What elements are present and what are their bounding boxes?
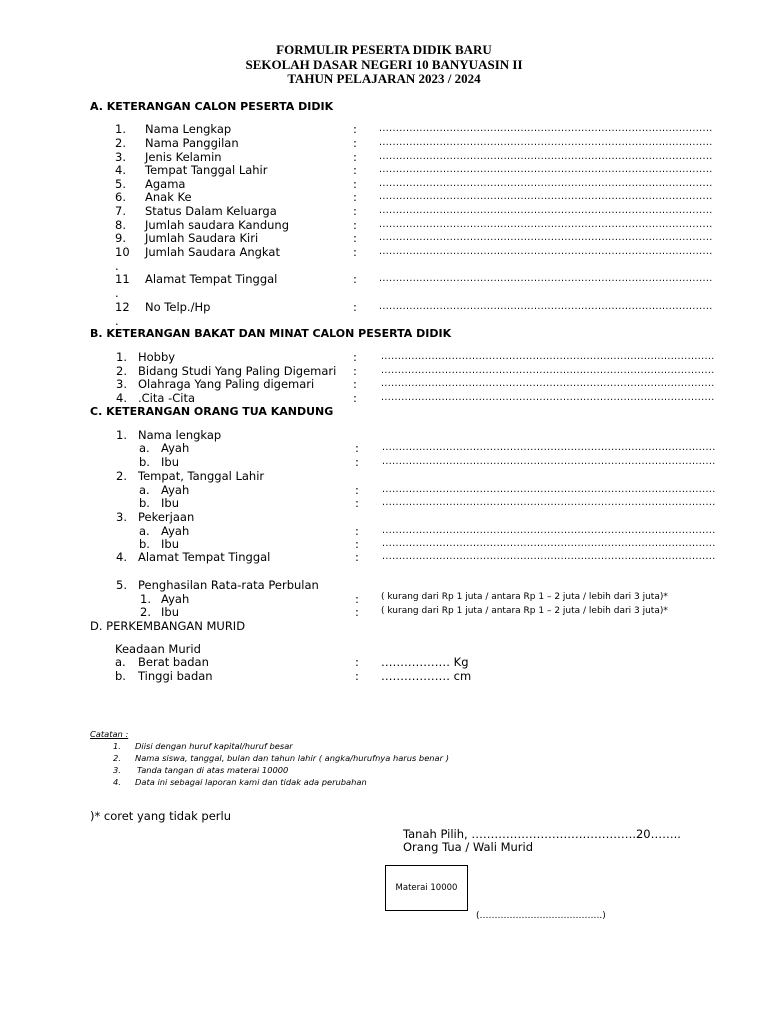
- sub-label-ayah: Ayah: [161, 441, 190, 455]
- item-number: 1.: [116, 428, 127, 442]
- fill-line[interactable]: ...................................................................................................: [382, 551, 716, 562]
- sub-marker: b.: [139, 537, 150, 551]
- sub-label-ibu: Ibu: [161, 455, 179, 469]
- field-label-alamat-orang-tua: Alamat Tempat Tinggal: [138, 550, 271, 564]
- field-label-tempat-tanggal-lahir: Tempat Tanggal Lahir: [145, 163, 268, 177]
- colon: :: [355, 537, 359, 551]
- colon: :: [355, 669, 359, 683]
- note-text: Diisi dengan huruf kapital/huruf besar: [135, 741, 293, 751]
- fill-line[interactable]: ...................................................................................................: [379, 164, 713, 175]
- sub-label-ayah: Ayah: [161, 592, 190, 606]
- signer-role: Orang Tua / Wali Murid: [403, 840, 534, 854]
- colon: :: [353, 122, 357, 136]
- colon: :: [355, 524, 359, 538]
- fill-line[interactable]: ...................................................................................................: [381, 392, 715, 403]
- colon: :: [355, 483, 359, 497]
- colon: :: [353, 204, 357, 218]
- colon: :: [353, 300, 357, 314]
- field-label-ttl-orang-tua: Tempat, Tanggal Lahir: [138, 469, 265, 483]
- field-label-cita-cita: .Cita -Cita: [138, 391, 196, 405]
- fill-line[interactable]: ...................................................................................................: [379, 151, 713, 162]
- sub-marker: 2.: [140, 605, 151, 619]
- note-number: 4.: [113, 777, 121, 787]
- fill-line[interactable]: ...................................................................................................: [381, 378, 715, 389]
- item-number: 3.: [116, 510, 127, 524]
- colon: :: [353, 218, 357, 232]
- field-label-agama: Agama: [145, 177, 186, 191]
- note-text: Nama siswa, tanggal, bulan dan tahun lahir ( angka/hurufnya harus benar ): [135, 753, 449, 763]
- fill-line[interactable]: ...................................................................................................: [382, 484, 716, 495]
- field-label-nama-panggilan: Nama Panggilan: [145, 136, 239, 150]
- fill-line[interactable]: ...................................................................................................: [381, 365, 715, 376]
- item-number: 3.: [115, 150, 126, 164]
- colon: :: [353, 177, 357, 191]
- footnote: )* coret yang tidak perlu: [90, 809, 232, 823]
- colon: :: [355, 655, 359, 669]
- item-number: 10: [115, 245, 130, 259]
- notes-heading: Catatan :: [90, 729, 129, 739]
- item-number: 5.: [116, 578, 127, 592]
- note-text: Data ini sebagai laporan kami dan tidak ada perubahan: [135, 777, 367, 787]
- item-number: 1.: [115, 122, 126, 136]
- section-d-subheading: Keadaan Murid: [115, 642, 201, 656]
- fill-line[interactable]: ...................................................................................................: [379, 219, 713, 230]
- colon: :: [353, 231, 357, 245]
- colon: :: [353, 391, 357, 405]
- item-number-period: .: [115, 259, 119, 273]
- sub-marker: a.: [139, 483, 150, 497]
- item-number: 3.: [116, 377, 127, 391]
- colon: :: [353, 150, 357, 164]
- item-number: 5.: [115, 177, 126, 191]
- field-label-tinggi-badan: Tinggi badan: [138, 669, 213, 683]
- sub-label-ayah: Ayah: [161, 483, 190, 497]
- field-label-pekerjaan: Pekerjaan: [138, 510, 195, 524]
- field-label-nama-orang-tua: Nama lengkap: [138, 428, 222, 442]
- item-number: 2.: [116, 364, 127, 378]
- fill-line[interactable]: ...................................................................................................: [381, 351, 715, 362]
- item-number: 11: [115, 272, 130, 286]
- colon: :: [353, 272, 357, 286]
- item-number: a.: [115, 655, 126, 669]
- field-label-jenis-kelamin: Jenis Kelamin: [145, 150, 222, 164]
- field-label-saudara-kiri: Jumlah Saudara Kiri: [145, 231, 259, 245]
- fill-line[interactable]: ...................................................................................................: [379, 301, 713, 312]
- fill-line[interactable]: ...................................................................................................: [379, 178, 713, 189]
- tinggi-badan-field[interactable]: ……………… cm: [381, 669, 472, 683]
- colon: :: [353, 245, 357, 259]
- item-number: 1.: [116, 350, 127, 364]
- colon: :: [353, 377, 357, 391]
- item-number: 9.: [115, 231, 126, 245]
- note-number: 2.: [113, 753, 121, 763]
- section-a-heading: A. KETERANGAN CALON PESERTA DIDIK: [90, 100, 334, 113]
- fill-line[interactable]: ...................................................................................................: [379, 232, 713, 243]
- fill-line[interactable]: ...................................................................................................: [382, 497, 716, 508]
- fill-line[interactable]: ...................................................................................................: [379, 205, 713, 216]
- form-title: FORMULIR PESERTA DIDIK BARU: [276, 42, 492, 57]
- note-number: 1.: [113, 741, 121, 751]
- colon: :: [353, 350, 357, 364]
- fill-line[interactable]: ...................................................................................................: [382, 442, 716, 453]
- item-number: 2.: [116, 469, 127, 483]
- colon: :: [355, 592, 359, 606]
- colon: :: [355, 605, 359, 619]
- sub-marker: a.: [139, 441, 150, 455]
- field-label-hobby: Hobby: [138, 350, 176, 364]
- sub-marker: b.: [139, 496, 150, 510]
- item-number: 2.: [115, 136, 126, 150]
- section-b-heading: B. KETERANGAN BAKAT DAN MINAT CALON PESERTA DIDIK: [90, 327, 452, 340]
- colon: :: [353, 136, 357, 150]
- fill-line[interactable]: ...................................................................................................: [379, 123, 713, 134]
- sub-label-ayah: Ayah: [161, 524, 190, 538]
- materai-label: Materai 10000: [395, 883, 458, 893]
- item-number: 4.: [115, 163, 126, 177]
- field-label-anak-ke: Anak Ke: [145, 190, 192, 204]
- income-options-ibu[interactable]: ( kurang dari Rp 1 juta / antara Rp 1 – 2 juta / lebih dari 3 juta)*: [381, 606, 668, 616]
- fill-line[interactable]: ...................................................................................................: [379, 273, 713, 284]
- fill-line[interactable]: ...................................................................................................: [379, 191, 713, 202]
- signature-name-line[interactable]: (…………………………………..): [476, 911, 606, 921]
- academic-year: TAHUN PELAJARAN 2023 / 2024: [287, 71, 481, 86]
- fill-line[interactable]: ...................................................................................................: [382, 456, 716, 467]
- section-c-heading: C. KETERANGAN ORANG TUA KANDUNG: [90, 405, 334, 418]
- item-number: 8.: [115, 218, 126, 232]
- sub-label-ibu: Ibu: [161, 537, 179, 551]
- school-name: SEKOLAH DASAR NEGERI 10 BANYUASIN II: [245, 57, 523, 72]
- field-label-alamat: Alamat Tempat Tinggal: [145, 272, 278, 286]
- item-number: b.: [115, 669, 126, 683]
- income-options-ayah[interactable]: ( kurang dari Rp 1 juta / antara Rp 1 – 2 juta / lebih dari 3 juta)*: [381, 592, 668, 602]
- field-label-penghasilan: Penghasilan Rata-rata Perbulan: [138, 578, 319, 592]
- colon: :: [353, 364, 357, 378]
- colon: :: [353, 190, 357, 204]
- sub-label-ibu: Ibu: [161, 605, 179, 619]
- materai-stamp-box: [385, 865, 468, 911]
- field-label-berat-badan: Berat badan: [138, 655, 209, 669]
- item-number-period: .: [115, 314, 119, 328]
- item-number-period: .: [115, 286, 119, 300]
- field-label-bidang-studi: Bidang Studi Yang Paling Digemari: [138, 364, 337, 378]
- fill-line[interactable]: ...................................................................................................: [379, 137, 713, 148]
- note-number: 3.: [113, 765, 121, 775]
- item-number: 7.: [115, 204, 126, 218]
- item-number: 12: [115, 300, 130, 314]
- fill-line[interactable]: ...................................................................................................: [379, 246, 713, 257]
- item-number: 4.: [116, 550, 127, 564]
- field-label-saudara-kandung: Jumlah saudara Kandung: [145, 218, 290, 232]
- colon: :: [355, 550, 359, 564]
- sub-marker: a.: [139, 524, 150, 538]
- colon: :: [353, 163, 357, 177]
- colon: :: [355, 455, 359, 469]
- item-number: 4.: [116, 391, 127, 405]
- note-text: Tanda tangan di atas materai 10000: [137, 765, 289, 775]
- place-date-line[interactable]: Tanah Pilih, …………………………………….20……..: [403, 827, 681, 841]
- item-number: 6.: [115, 190, 126, 204]
- berat-badan-field[interactable]: ……………… Kg: [381, 655, 469, 669]
- field-label-status-keluarga: Status Dalam Keluarga: [145, 204, 277, 218]
- colon: :: [355, 496, 359, 510]
- fill-line[interactable]: ...................................................................................................: [382, 538, 716, 549]
- sub-marker: 1.: [140, 592, 151, 606]
- fill-line[interactable]: ...................................................................................................: [382, 525, 716, 536]
- field-label-telp: No Telp./Hp: [145, 300, 211, 314]
- sub-label-ibu: Ibu: [161, 496, 179, 510]
- section-d-heading: D. PERKEMBANGAN MURID: [90, 619, 246, 633]
- field-label-saudara-angkat: Jumlah Saudara Angkat: [145, 245, 280, 259]
- colon: :: [355, 441, 359, 455]
- sub-marker: b.: [139, 455, 150, 469]
- field-label-olahraga: Olahraga Yang Paling digemari: [138, 377, 315, 391]
- field-label-nama-lengkap: Nama Lengkap: [145, 122, 232, 136]
